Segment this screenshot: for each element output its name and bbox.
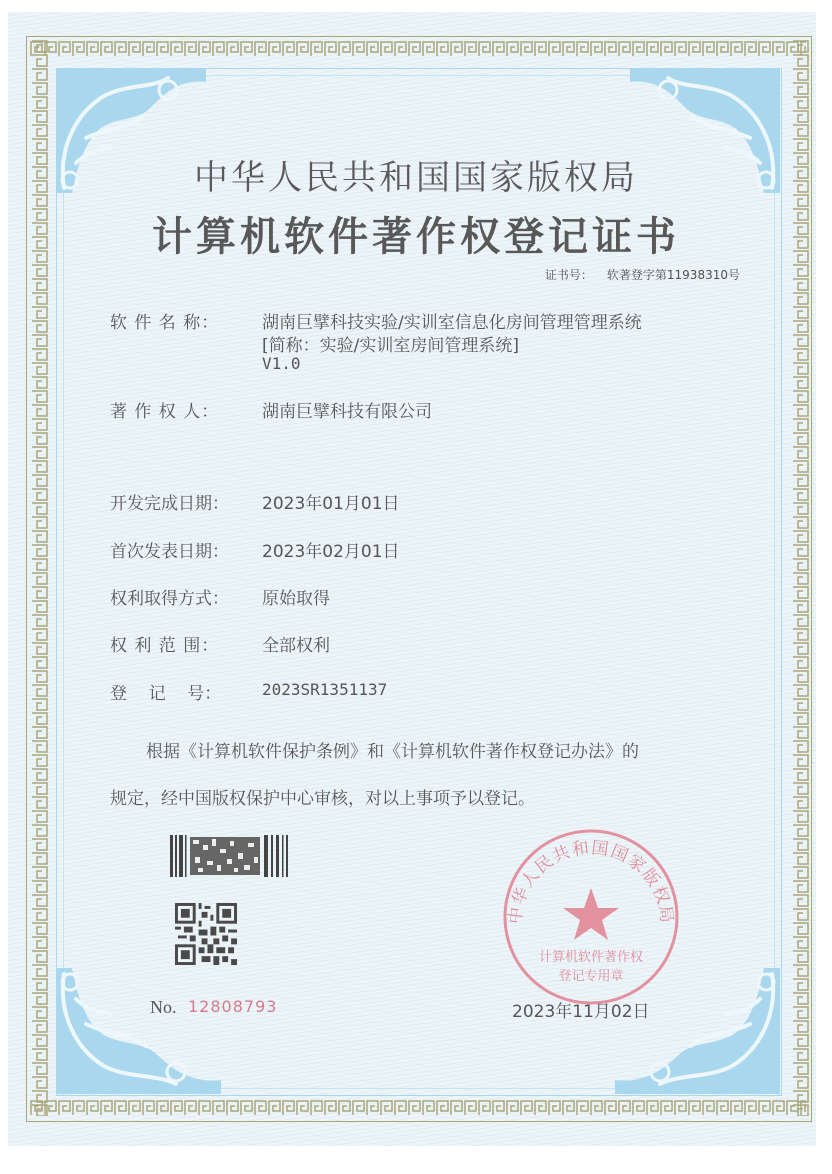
seal-inner-line-2: 登记专用章 [558,969,624,984]
field-label-acquisition-method: 权利取得方式： [110,589,229,609]
field-value-software-short-name: [简称：实验/实训室房间管理系统] [262,336,519,356]
certificate-number-label: 证书号： [544,268,593,282]
serial-number-value: 12808793 [188,997,278,1016]
seal-inner-line-1: 计算机软件著作权 [538,950,644,965]
certificate-title: 计算机软件著作权登记证书 [152,213,680,260]
issue-date: 2023年11月02日 [512,1002,650,1022]
certificate-number [545,266,740,283]
serial-number-label: No. [150,997,177,1017]
field-label-completion-date: 开发完成日期： [110,494,229,514]
field-label-first-publication-date: 首次发表日期： [110,542,229,562]
field-label-registration-number: 登 记 号： [110,684,222,704]
barcode [170,835,290,877]
statement-line-2: 规定，经中国版权保护中心审核，对以上事项予以登记。 [110,789,535,809]
field-label-rights-scope: 权 利 范 围： [110,636,220,656]
corner-ornament-bottom-left [56,968,221,1094]
field-value-first-publication-date: 2023年02月01日 [262,542,400,562]
field-label-copyright-owner: 著 作 权 人： [110,402,220,422]
field-value-software-name: 湖南巨擘科技实验/实训室信息化房间管理管理系统 [262,313,642,333]
official-seal [500,826,682,1008]
certificate-number-value: 软著登字第11938310号 [606,268,740,282]
field-value-acquisition-method: 原始取得 [262,589,330,609]
qr-code [175,903,237,965]
field-label-software-name: 软 件 名 称： [110,313,220,333]
statement-line-1: 根据《计算机软件保护条例》和《计算机软件著作权登记办法》的 [146,742,639,762]
field-value-completion-date: 2023年01月01日 [262,494,400,514]
field-value-copyright-owner: 湖南巨擘科技有限公司 [262,402,432,422]
field-value-rights-scope: 全部权利 [262,636,330,656]
field-value-software-version: V1.0 [262,354,301,373]
star-icon [563,888,619,940]
field-value-registration-number: 2023SR1351137 [262,680,388,699]
issuer-heading: 中华人民共和国国家版权局 [194,158,638,198]
seal-ring-text: 中华人民共和国国家版权局 [505,838,677,926]
